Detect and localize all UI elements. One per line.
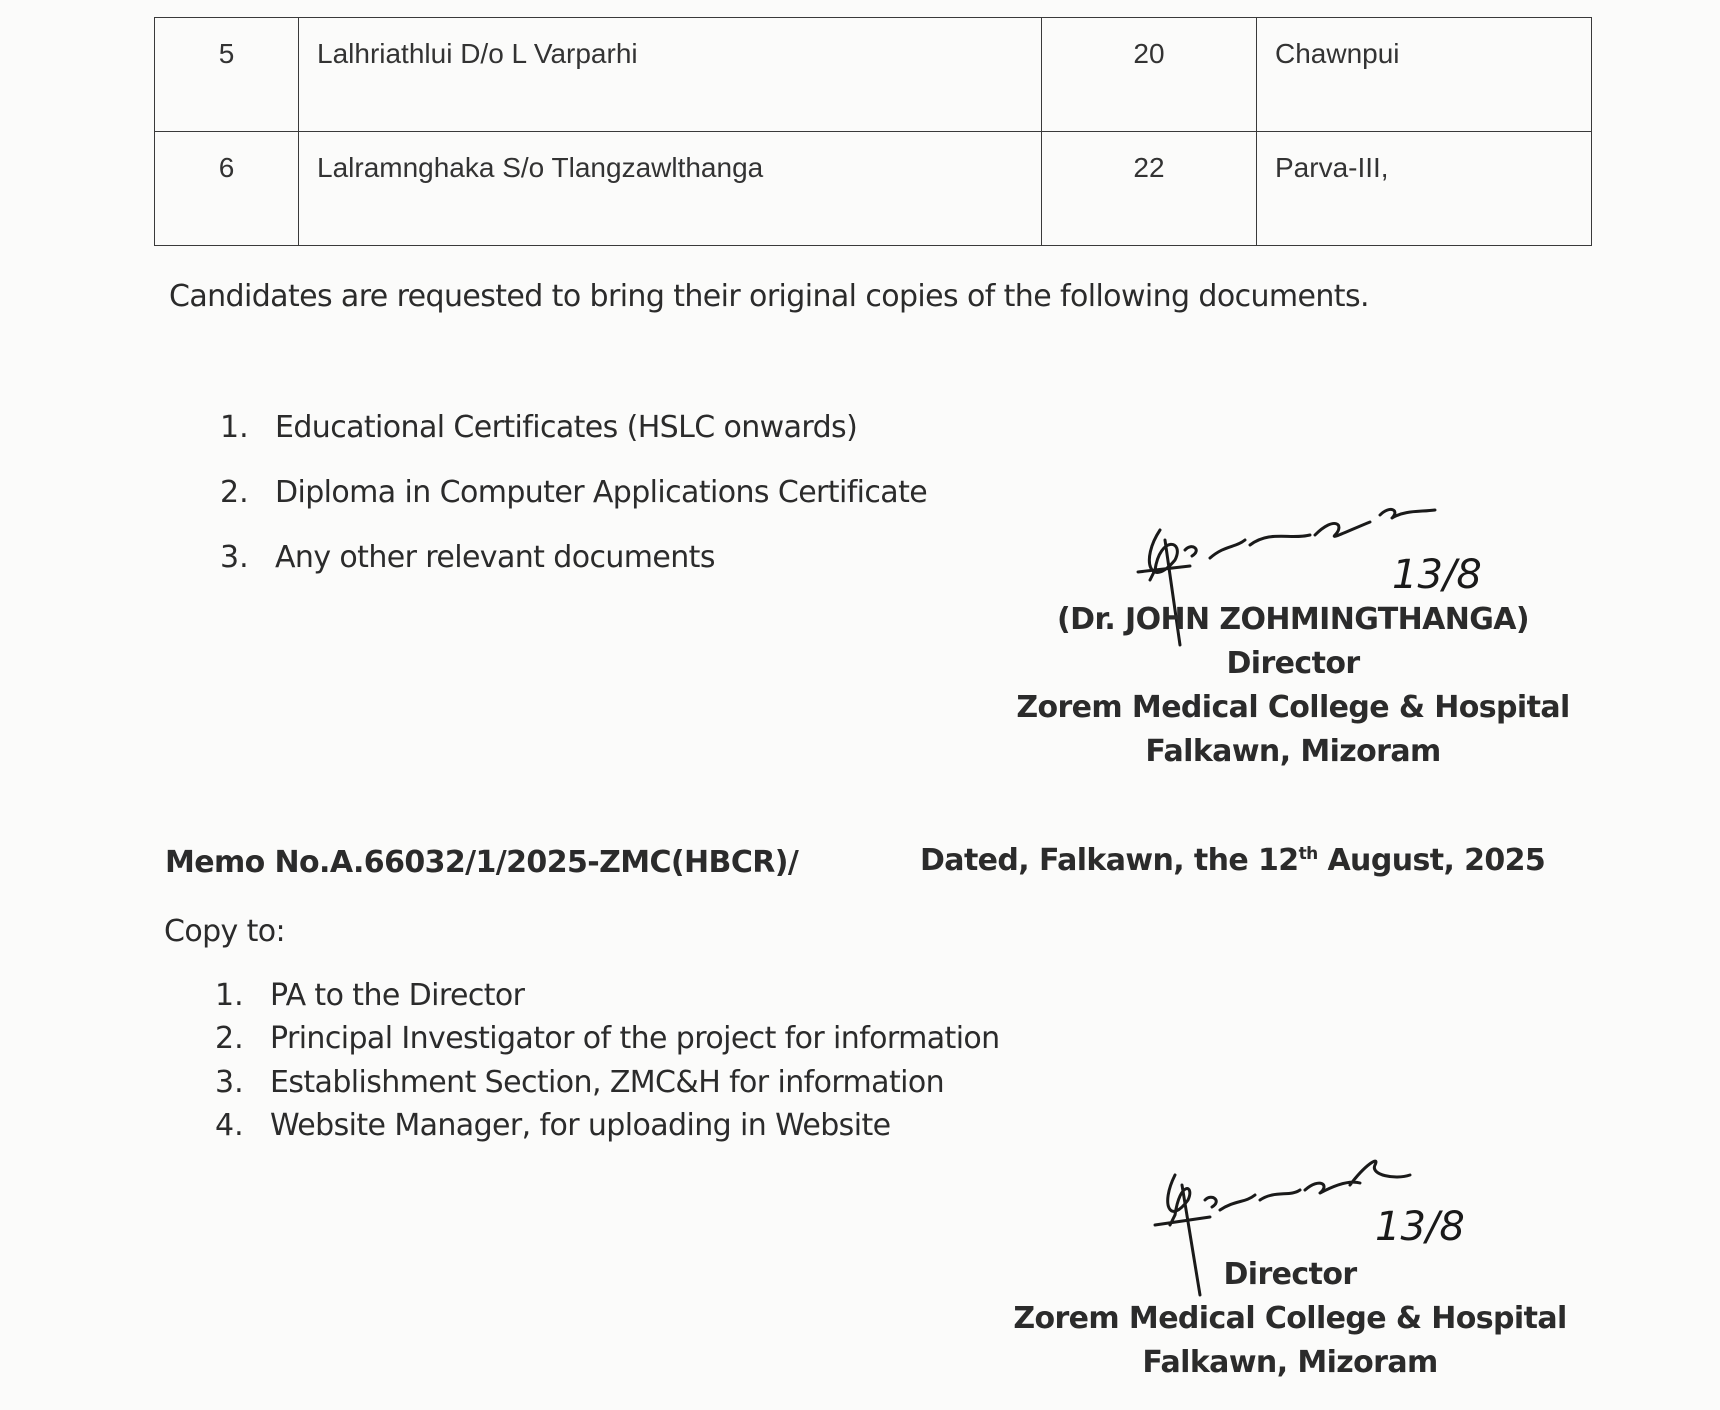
- list-item: PA to the Director: [270, 978, 525, 1013]
- memo-date-sup: th: [1298, 844, 1318, 864]
- cell-name: Lalramnghaka S/o Tlangzawlthanga: [299, 132, 1042, 246]
- list-item: Any other relevant documents: [275, 540, 715, 575]
- list-number: 3.: [220, 540, 249, 575]
- cell-serial: 6: [155, 132, 299, 246]
- table-row: [155, 132, 1592, 246]
- signature-date: 13/8: [1375, 1204, 1465, 1250]
- cell-place: Chawnpui: [1257, 18, 1592, 132]
- list-number: 4.: [215, 1108, 244, 1143]
- signatory-name: (Dr. JOHN ZOHMINGTHANGA): [1057, 602, 1529, 637]
- signature-date: 13/8: [1392, 552, 1482, 598]
- signatory-institution: Zorem Medical College & Hospital: [1016, 690, 1570, 725]
- list-number: 3.: [215, 1065, 244, 1100]
- cell-age: 20: [1042, 18, 1257, 132]
- memo-date: [920, 843, 1545, 878]
- table-row: [155, 18, 1592, 132]
- list-number: 2.: [215, 1021, 244, 1056]
- memo-date-suffix: August, 2025: [1317, 843, 1546, 878]
- signatory-location: Falkawn, Mizoram: [1142, 1345, 1438, 1380]
- cell-place: Parva-III,: [1257, 132, 1592, 246]
- signatory-designation: Director: [1223, 1257, 1357, 1292]
- cell-name: Lalhriathlui D/o L Varparhi: [299, 18, 1042, 132]
- list-item: Establishment Section, ZMC&H for information: [270, 1065, 945, 1100]
- memo-date-prefix: Dated, Falkawn, the 12: [920, 843, 1299, 878]
- list-item: Website Manager, for uploading in Website: [270, 1108, 891, 1143]
- list-item: Educational Certificates (HSLC onwards): [275, 410, 858, 445]
- candidate-table: [154, 17, 1592, 246]
- signatory-location: Falkawn, Mizoram: [1145, 734, 1441, 769]
- list-number: 1.: [220, 410, 249, 445]
- list-number: 1.: [215, 978, 244, 1013]
- instruction-text: Candidates are requested to bring their original copies of the following documents.: [169, 279, 1369, 314]
- signatory-institution: Zorem Medical College & Hospital: [1013, 1301, 1567, 1336]
- memo-number: Memo No.A.66032/1/2025-ZMC(HBCR)/: [165, 845, 799, 880]
- signatory-designation: Director: [1226, 646, 1360, 681]
- list-number: 2.: [220, 475, 249, 510]
- list-item: Principal Investigator of the project for information: [270, 1021, 1000, 1056]
- list-item: Diploma in Computer Applications Certificate: [275, 475, 928, 510]
- cell-age: 22: [1042, 132, 1257, 246]
- copy-to-label: Copy to:: [164, 914, 286, 949]
- cell-serial: 5: [155, 18, 299, 132]
